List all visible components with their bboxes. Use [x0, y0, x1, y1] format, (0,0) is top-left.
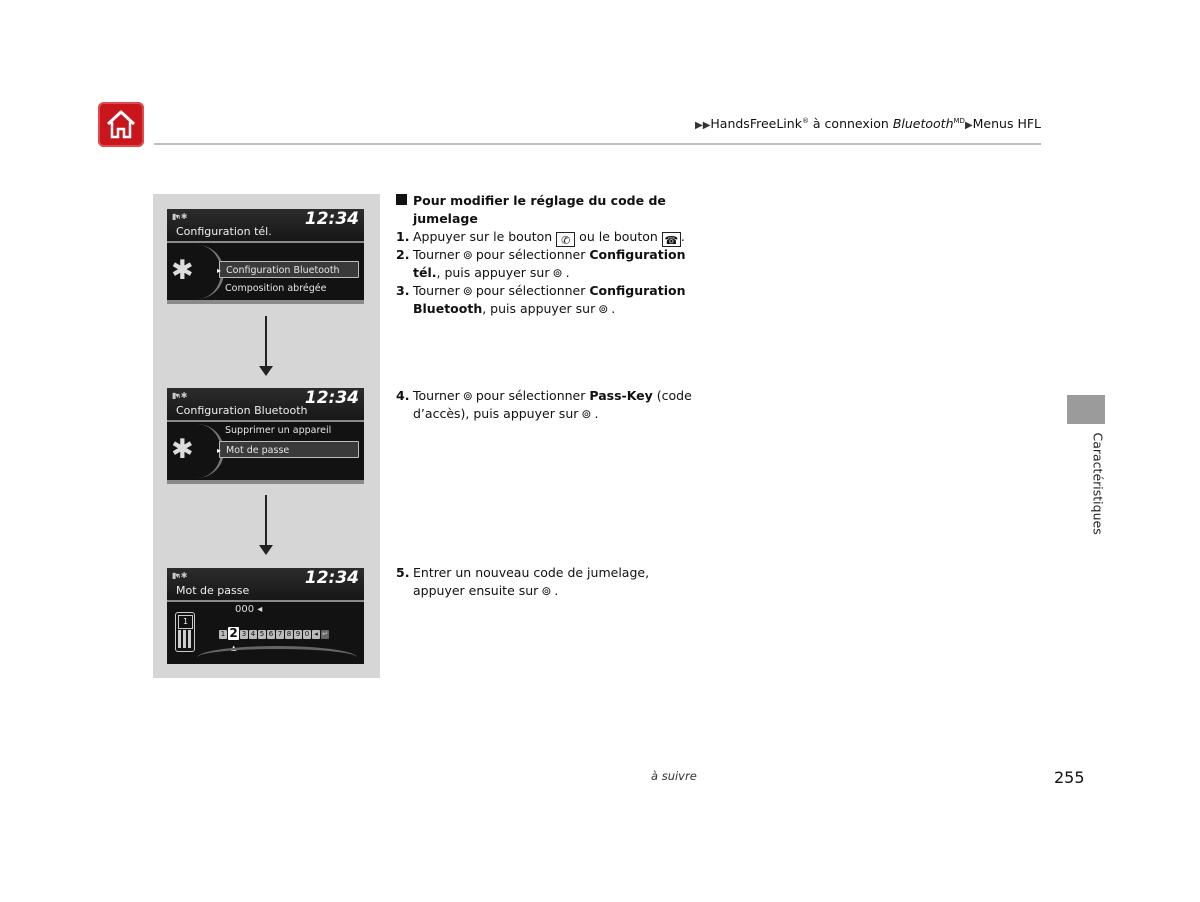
step-1: 1. Appuyer sur le bouton ✆ ou le bouton ☎ .	[396, 229, 685, 247]
delete-icon: ◂	[312, 630, 320, 639]
selector-knob-icon: ⊚	[581, 407, 592, 421]
display-screen-2	[167, 388, 364, 484]
cellphone-icon: 1	[175, 612, 195, 652]
caret-icon: ▲	[231, 644, 237, 652]
breadcrumb: ▶▶HandsFreeLink® à connexion Bluetooth$^{MD}$▶Menus HFL	[695, 116, 1041, 131]
gear-icon: ✱	[171, 434, 194, 465]
gear-icon: ✱	[171, 255, 194, 286]
section-heading: Pour modifier le réglage du code de jumelage	[413, 193, 666, 226]
phone-button-icon: ✆	[556, 232, 575, 247]
selector-knob-icon: ⊚	[462, 389, 473, 403]
selector-knob-icon: ⊚	[598, 302, 609, 316]
screen-title: Mot de passe	[176, 584, 250, 597]
section-bullet	[396, 194, 407, 205]
digit: 9	[295, 630, 301, 638]
digit: 5	[259, 630, 265, 638]
digit: 0	[304, 630, 310, 638]
screen-title: Configuration tél.	[176, 225, 272, 238]
clock: 12:34	[304, 568, 359, 588]
display-screen-3	[167, 568, 364, 664]
arrow-down-icon	[259, 545, 273, 555]
digit-selector	[219, 626, 329, 640]
digit: 4	[250, 630, 256, 638]
digit: 1	[220, 630, 226, 638]
section-tab[interactable]	[1067, 395, 1105, 424]
home-button[interactable]	[98, 102, 144, 147]
header-divider	[154, 143, 1041, 145]
flow-arrow	[265, 316, 267, 366]
triangle-icon: ▶	[964, 120, 973, 131]
menu-item-selected: ▸ Configuration Bluetooth	[219, 261, 359, 278]
passcode-value: 000 ◂	[235, 604, 263, 615]
step-4: 4. Tourner ⊚ pour sélectionner Pass-Key (code d’accès), puis appuyer sur ⊚ .	[396, 388, 692, 421]
page-number: 255	[1054, 768, 1085, 787]
selector-knob-icon: ⊚	[462, 248, 473, 262]
arrow-down-icon	[259, 366, 273, 376]
continued-note: à suivre	[651, 769, 697, 783]
status-icons: ▮▾ᵢₗ ✱	[172, 571, 187, 580]
digit-current: 2	[229, 626, 238, 640]
selector-knob-icon: ⊚	[541, 584, 552, 598]
display-screen-1	[167, 209, 364, 304]
menu-item: Composition abrégée	[225, 283, 327, 294]
step-2: 2. Tourner ⊚ pour sélectionner Configuration tél., puis appuyer sur ⊚ .	[396, 247, 686, 280]
digit: 3	[241, 630, 247, 638]
status-icons: ▮▾ᵢₗ ✱	[172, 212, 187, 221]
digit: 6	[268, 630, 274, 638]
menu-item-selected: ▸ Mot de passe	[219, 441, 359, 458]
home-icon	[105, 109, 137, 140]
illustration-panel	[153, 194, 380, 678]
clock: 12:34	[304, 209, 359, 229]
step-5: 5. Entrer un nouveau code de jumelage, appuyer ensuite sur ⊚ .	[396, 565, 650, 598]
status-icons: ▮▾ᵢₗ ✱	[172, 391, 187, 400]
clock: 12:34	[304, 388, 359, 408]
menu-item: Supprimer un appareil	[225, 425, 332, 436]
enter-icon: ↵	[322, 630, 328, 638]
screen-title: Configuration Bluetooth	[176, 404, 308, 417]
digit: 8	[286, 630, 292, 638]
step-3: 3. Tourner ⊚ pour sélectionner Configuration Bluetooth, puis appuyer sur ⊚ .	[396, 283, 686, 316]
selector-knob-icon: ⊚	[462, 284, 473, 298]
selector-knob-icon: ⊚	[552, 266, 563, 280]
triangle-icon: ▶▶	[695, 120, 711, 131]
flow-arrow	[265, 495, 267, 545]
breadcrumb-current: Menus HFL	[972, 116, 1041, 131]
digit: 7	[277, 630, 283, 638]
call-button-icon: ☎	[662, 232, 681, 247]
section-tab-label: Caractéristiques	[1090, 432, 1106, 535]
